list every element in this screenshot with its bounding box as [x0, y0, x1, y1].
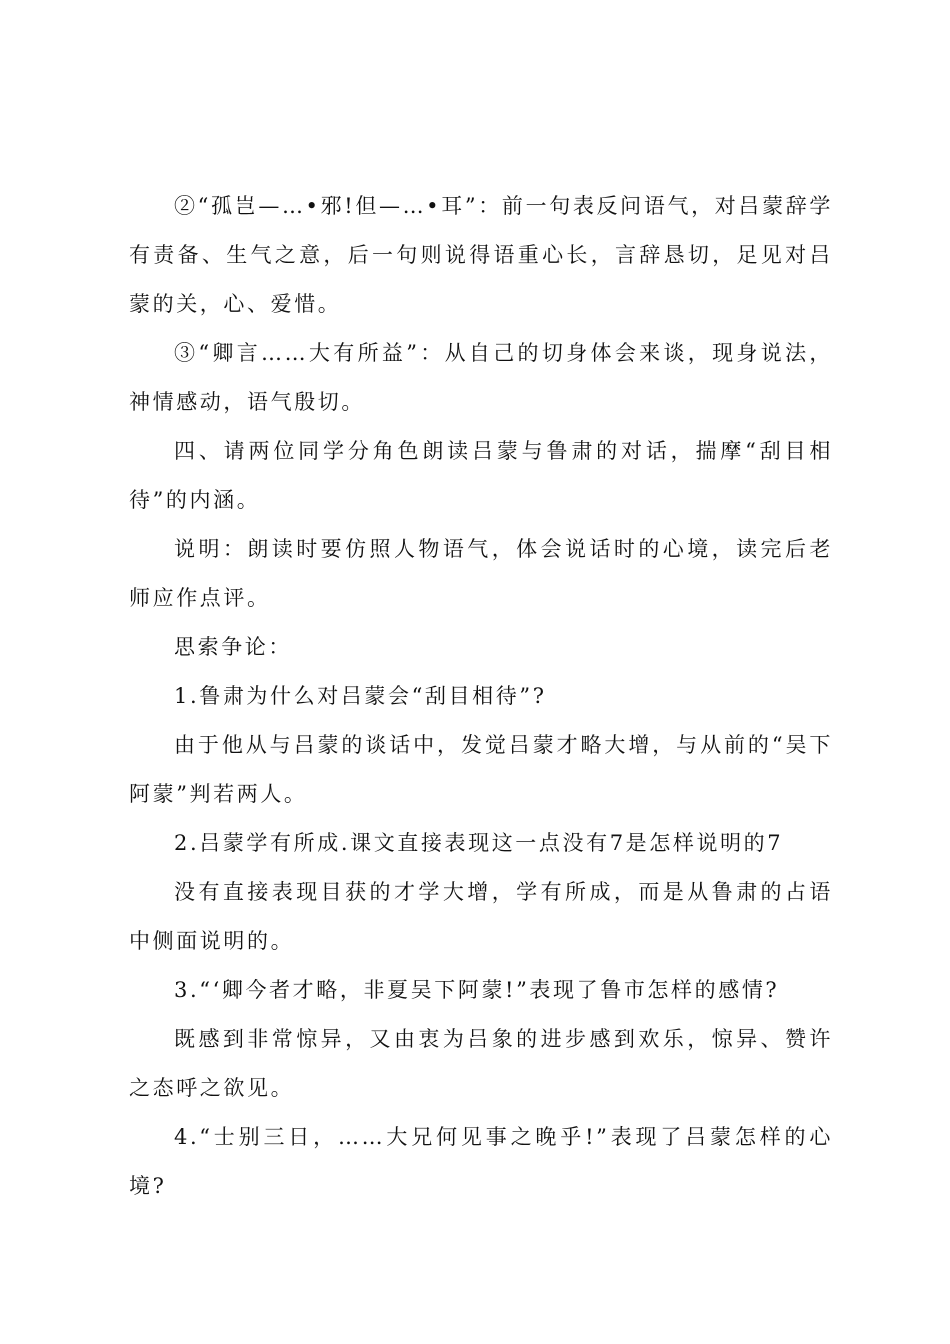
answer-2: 没有直接表现目获的才学大增，学有所成，而是从鲁肃的占语中侧面说明的。 — [129, 880, 833, 953]
document-page — [129, 182, 833, 1211]
question-4: 4.“士别三日，……大兄何见事之晚乎!”表现了吕蒙怎样的心境? — [129, 1125, 833, 1198]
question-3: 3.“‘卿今者才略，非夏吴下阿蒙!”表现了鲁市怎样的感情? — [174, 978, 780, 1002]
paragraph-explanation: 说明：朗读时要仿照人物语气，体会说话时的心境，读完后老师应作点评。 — [129, 537, 833, 610]
paragraph-discussion-heading: 思索争论： — [174, 635, 292, 659]
answer-3: 既感到非常惊异，又由衷为吕象的进步感到欢乐，惊异、赞许之态呼之欲见。 — [129, 1027, 833, 1100]
question-1: 1.鲁肃为什么对吕蒙会“刮目相待”? — [174, 684, 547, 708]
paragraph-task-4: 四、请两位同学分角色朗读吕蒙与鲁肃的对话，揣摩“刮目相待”的内涵。 — [129, 439, 833, 512]
question-2: 2.吕蒙学有所成.课文直接表现这一点没有7是怎样说明的7 — [174, 831, 784, 855]
answer-1: 由于他从与吕蒙的谈话中，发觉吕蒙才略大增，与从前的“吴下阿蒙”判若两人。 — [129, 733, 833, 806]
paragraph-annotation-3: ③“卿言……大有所益”：从自己的切身体会来谈，现身说法，神情感动，语气殷切。 — [129, 341, 833, 414]
paragraph-annotation-2: ②“孤岂—…•邪!但—…•耳”：前一句表反问语气，对吕蒙辞学有责备、生气之意，后一句则说得语重心长，言辞恳切，足见对吕蒙的关，心、爱惜。 — [129, 194, 833, 316]
